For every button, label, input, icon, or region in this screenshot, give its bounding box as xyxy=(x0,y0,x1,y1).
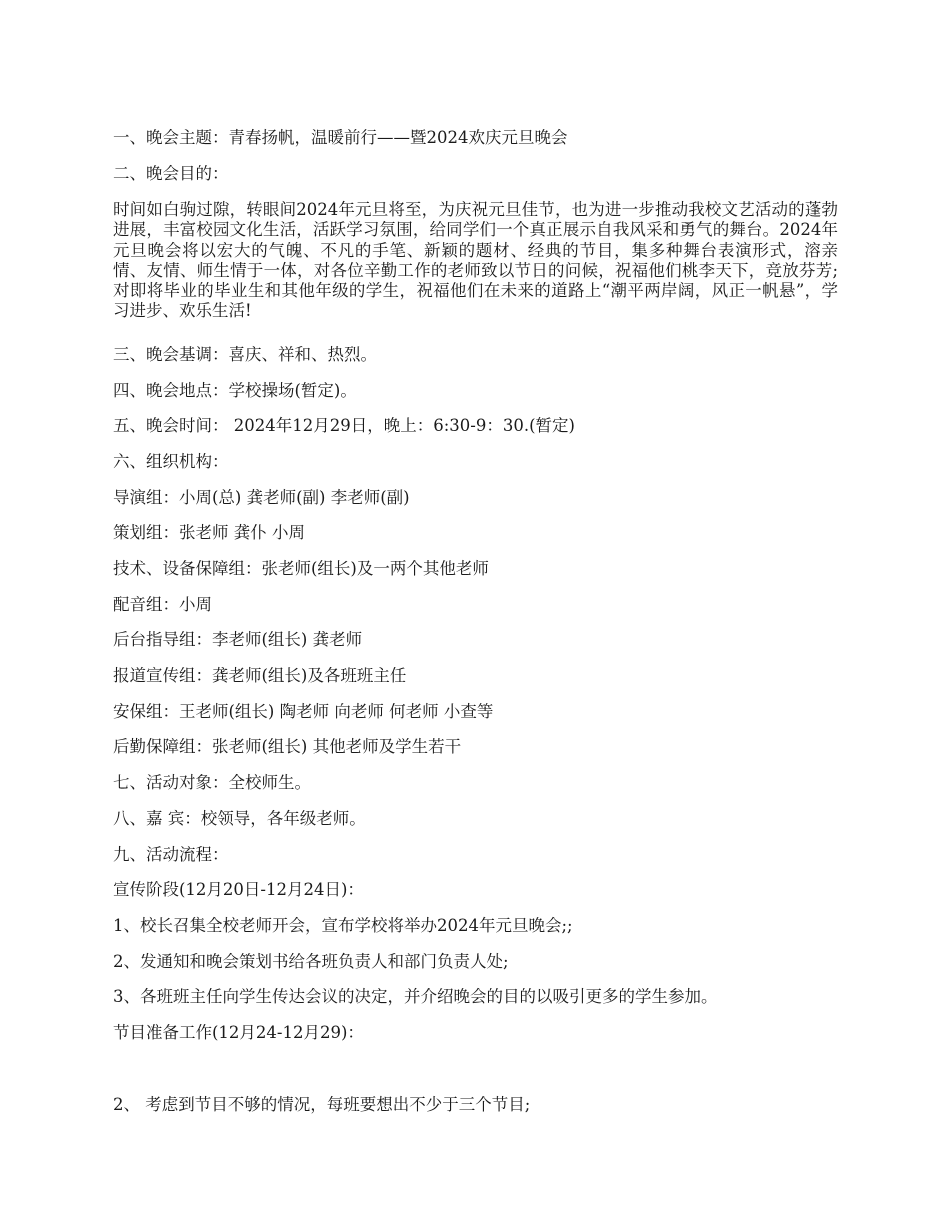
org-dubbing-group: 配音组：小周 xyxy=(113,595,212,614)
org-publicity-group: 报道宣传组：龚老师(组长)及各班班主任 xyxy=(113,666,407,685)
org-planning-group: 策划组：张老师 龚仆 小周 xyxy=(113,523,305,542)
section-location: 四、晚会地点：学校操场(暂定)。 xyxy=(113,381,357,400)
section-theme: 一、晚会主题：青春扬帆，温暖前行——暨2024欢庆元旦晚会 xyxy=(113,128,568,147)
list-item: 1、校长召集全校老师开会，宣布学校将举办2024年元旦晚会;; xyxy=(113,916,573,935)
list-item: 3、各班班主任向学生传达会议的决定，并介绍晚会的目的以吸引更多的学生参加。 xyxy=(113,987,718,1006)
phase-publicity: 宣传阶段(12月20日-12月24日)： xyxy=(113,880,364,899)
section-purpose-heading: 二、晚会目的： xyxy=(113,164,229,183)
section-audience: 七、活动对象：全校师生。 xyxy=(113,773,311,792)
section-tone: 三、晚会基调：喜庆、祥和、热烈。 xyxy=(113,345,377,364)
org-security-group: 安保组：王老师(组长) 陶老师 向老师 何老师 小查等 xyxy=(113,702,494,721)
org-backstage-group: 后台指导组：李老师(组长) 龚老师 xyxy=(113,630,363,649)
list-item: 2、 考虑到节目不够的情况，每班要想出不少于三个节目; xyxy=(113,1095,531,1114)
purpose-paragraph: 时间如白驹过隙，转眼间2024年元旦将至，为庆祝元旦佳节，也为进一步推动我校文艺活动的蓬勃进展，丰富校园文化生活，活跃学习氛围，给同学们一个真正展示自我风采和勇气的舞台。2024年元旦晚会将以宏大的气魄、不凡的手笔、新颖的题材、经典的节目，集多种舞台表演形式，溶亲情、友情、师生情于一体，对各位辛勤工作的老师致以节日的问候，祝福他们桃李天下，竞放芬芳;对即将毕业的毕业生和其他年级的学生，祝福他们在未来的道路上“潮平两岸阔，风正一帆悬”，学习进步、欢乐生活! xyxy=(113,200,838,321)
section-guests: 八、嘉 宾：校领导，各年级老师。 xyxy=(113,809,366,828)
phase-program-prep: 节目准备工作(12月24-12月29)： xyxy=(113,1023,364,1042)
list-item: 2、发通知和晚会策划书给各班负责人和部门负责人处; xyxy=(113,952,509,971)
section-process-heading: 九、活动流程： xyxy=(113,845,229,864)
org-logistics-group: 后勤保障组：张老师(组长) 其他老师及学生若干 xyxy=(113,737,462,756)
section-organization-heading: 六、组织机构： xyxy=(113,452,229,471)
org-director-group: 导演组：小周(总) 龚老师(副) 李老师(副) xyxy=(113,488,410,507)
section-time: 五、晚会时间： 2024年12月29日，晚上：6:30-9：30.(暂定) xyxy=(113,416,575,435)
org-tech-group: 技术、设备保障组：张老师(组长)及一两个其他老师 xyxy=(113,559,489,578)
